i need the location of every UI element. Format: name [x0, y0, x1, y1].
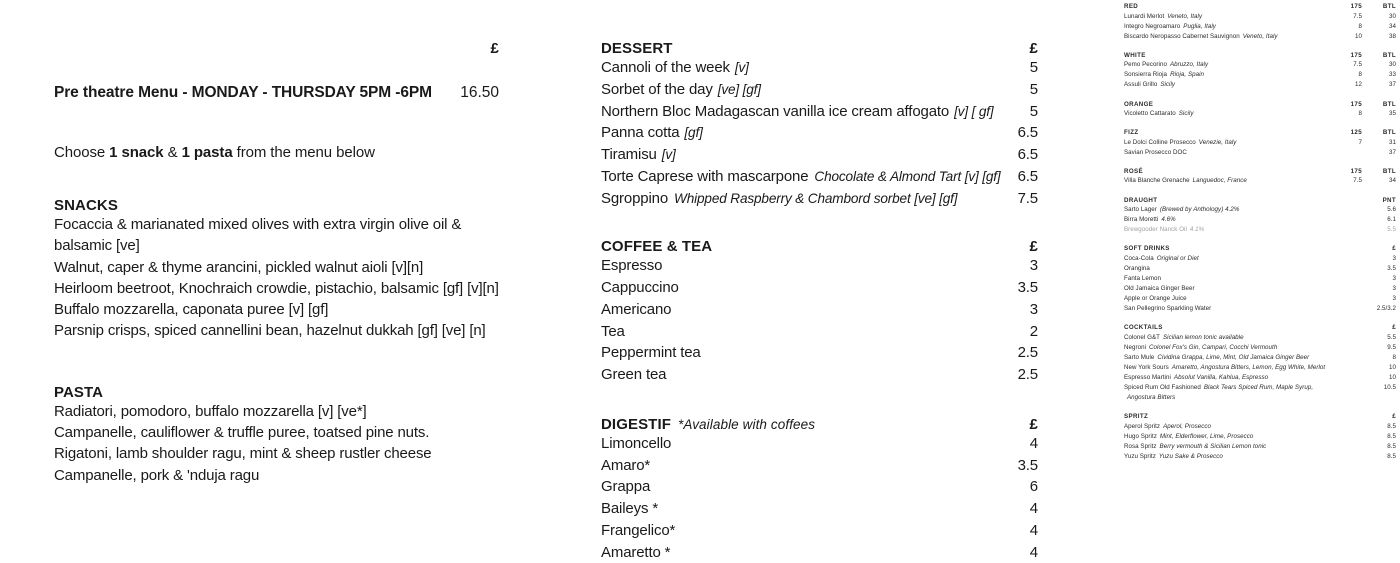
- pasta-item: Campanelle, cauliflower & truffle puree, toatsed pine nuts.: [54, 422, 499, 443]
- drinks-item-price-bottle: 37: [1362, 148, 1396, 158]
- drinks-item-description: Yuzu Sake & Prosecco: [1159, 453, 1223, 460]
- drinks-item-name: Rosa Spritz Berry vermouth & Sicilian Lemon tonic: [1124, 442, 1334, 452]
- digestif-item-price: 4: [1030, 433, 1038, 455]
- drinks-item-price-glass: 10: [1334, 32, 1362, 42]
- coffee-tea-currency: £: [1030, 238, 1038, 255]
- digestif-item: [601, 476, 1038, 498]
- coffee-tea-item-name: Espresso: [601, 255, 674, 277]
- dessert-item: [601, 166, 1038, 188]
- snacks-heading: SNACKS: [54, 197, 499, 214]
- drinks-section-title: ORANGE: [1124, 100, 1334, 110]
- drinks-item-name: Birra Moretti 4.6%: [1124, 215, 1334, 225]
- drinks-section-heading: [1124, 128, 1396, 138]
- drinks-item-description: Rioja, Spain: [1170, 71, 1204, 78]
- choose-suffix: from the menu below: [233, 144, 375, 161]
- digestif-item-price: 4: [1030, 520, 1038, 542]
- drinks-item: [1124, 442, 1396, 452]
- dessert-item-price: 5: [1030, 101, 1038, 123]
- drinks-section-heading: [1124, 51, 1396, 61]
- digestif-item-name: Baileys *: [601, 498, 670, 520]
- drinks-item: [1124, 12, 1396, 22]
- drinks-item: [1124, 294, 1396, 304]
- drinks-item-name: Old Jamaica Ginger Beer: [1124, 284, 1334, 294]
- coffee-tea-heading-row: [601, 238, 1038, 255]
- drinks-item-price-glass: 8: [1334, 109, 1362, 119]
- dessert-item-price: 5: [1030, 79, 1038, 101]
- pre-theatre-currency-row: [54, 40, 499, 60]
- drinks-col2-header: BTL: [1362, 51, 1396, 61]
- drinks-item: [1124, 422, 1396, 432]
- drinks-item-price-bottle: 3: [1362, 284, 1396, 294]
- drinks-item-price-bottle: 33: [1362, 70, 1396, 80]
- drinks-item-description: Colonel Fox's Gin, Campari, Cocchi Vermouth: [1149, 344, 1277, 351]
- drinks-item-description: Venezie, Italy: [1199, 139, 1237, 146]
- dessert-item: [601, 57, 1038, 79]
- drinks-item-price-bottle: 34: [1362, 176, 1396, 186]
- coffee-tea-list: [601, 255, 1038, 386]
- drinks-item-price-bottle: 30: [1362, 60, 1396, 70]
- digestif-currency: £: [1030, 416, 1038, 433]
- drinks-item-description: Original or Diet: [1157, 255, 1199, 262]
- drinks-item-name: Integro Negroamaro Puglia, Italy: [1124, 22, 1334, 32]
- drinks-col2-header: £: [1362, 412, 1396, 422]
- drinks-item: [1124, 205, 1396, 215]
- drinks-item-price-bottle: 8.5: [1362, 442, 1396, 452]
- drinks-item-price-glass: [1334, 254, 1362, 264]
- drinks-item-name: San Pellegrino Sparkling Water: [1124, 304, 1334, 314]
- drinks-item-description: Berry vermouth & Sicilian Lemon tonic: [1160, 443, 1267, 450]
- drinks-item: [1124, 148, 1396, 158]
- drinks-item-price-glass: [1334, 333, 1362, 343]
- coffee-tea-item-price: 2: [1030, 321, 1038, 343]
- coffee-tea-item-name: Green tea: [601, 364, 678, 386]
- digestif-heading: DIGESTIF: [601, 416, 671, 433]
- drinks-item-price-bottle: 3: [1362, 254, 1396, 264]
- drinks-item-price-bottle: 3: [1362, 294, 1396, 304]
- dessert-item-tag: [v] [ gf]: [954, 104, 993, 119]
- drinks-item-price-bottle: 37: [1362, 80, 1396, 90]
- dessert-item-price: 6.5: [1018, 144, 1038, 166]
- drinks-item-price-bottle: 5.5: [1362, 225, 1396, 235]
- drinks-item-price-bottle: 5.5: [1362, 333, 1396, 343]
- drinks-item-price-glass: [1334, 284, 1362, 294]
- dessert-drinks-column: [601, 40, 1038, 563]
- drinks-item-price-bottle: 8.5: [1362, 432, 1396, 442]
- drinks-item-price-bottle: 38: [1362, 32, 1396, 42]
- drinks-item-description: Veneto, Italy: [1167, 13, 1202, 20]
- coffee-tea-item-name: Tea: [601, 321, 637, 343]
- drinks-section-heading: [1124, 100, 1396, 110]
- drinks-item-price-bottle: 30: [1362, 12, 1396, 22]
- drinks-item: [1124, 353, 1396, 363]
- dessert-item-name: Cannoli of the week [v]: [601, 57, 761, 79]
- pre-theatre-price: 16.50: [460, 84, 499, 102]
- drinks-item-description: Angostura Bitters: [1127, 394, 1175, 401]
- coffee-tea-item: [601, 277, 1038, 299]
- digestif-item-price: 6: [1030, 476, 1038, 498]
- drinks-item-price-glass: [1334, 294, 1362, 304]
- drinks-item: [1124, 70, 1396, 80]
- digestif-item: [601, 520, 1038, 542]
- drinks-item-description: Sicilian lemon tonic available: [1163, 334, 1244, 341]
- coffee-tea-item: [601, 255, 1038, 277]
- drinks-col2-header: PNT: [1362, 196, 1396, 206]
- drinks-item-price-bottle: 3.5: [1362, 264, 1396, 274]
- digestif-heading-row: [601, 416, 1038, 433]
- drinks-col1-header: 175: [1334, 167, 1362, 177]
- dessert-item-price: 6.5: [1018, 166, 1038, 188]
- drinks-item: [1124, 215, 1396, 225]
- dessert-item-tag: [v]: [662, 147, 676, 162]
- drinks-item: [1124, 393, 1396, 403]
- drinks-col1-header: 125: [1334, 128, 1362, 138]
- coffee-tea-heading: COFFEE & TEA: [601, 238, 712, 255]
- dessert-heading: DESSERT: [601, 40, 673, 57]
- digestif-item: [601, 433, 1038, 455]
- drinks-item-price-glass: 7.5: [1334, 176, 1362, 186]
- snack-item: Focaccia & marianated mixed olives with extra virgin olive oil &: [54, 214, 499, 235]
- drinks-item: [1124, 109, 1396, 119]
- pre-theatre-title: Pre theatre Menu - MONDAY - THURSDAY 5PM -6PM: [54, 84, 460, 102]
- choose-instruction: [54, 144, 499, 161]
- drinks-item-name: Assuli Grillo Sicily: [1124, 80, 1334, 90]
- drinks-item-name: Apple or Orange Juice: [1124, 294, 1334, 304]
- drinks-section-heading: [1124, 412, 1396, 422]
- dessert-item-name: Sgroppino Whipped Raspberry & Chambord sorbet [ve] [gf]: [601, 188, 969, 210]
- drinks-item-price-glass: [1334, 343, 1362, 353]
- drinks-item: [1124, 254, 1396, 264]
- drinks-item: [1124, 225, 1396, 235]
- drinks-item-description: Absolut Vanilla, Kahlua, Espresso: [1174, 374, 1268, 381]
- dessert-item-name: Tiramisu [v]: [601, 144, 688, 166]
- drinks-item-price-bottle: 8: [1362, 353, 1396, 363]
- drinks-item: [1124, 333, 1396, 343]
- digestif-list: [601, 433, 1038, 563]
- drinks-item-price-bottle: 8.5: [1362, 452, 1396, 462]
- drinks-item-name: Vicoletto Cattarato Sicily: [1124, 109, 1334, 119]
- drinks-item-description: Sicily: [1160, 81, 1175, 88]
- drinks-item-price-glass: [1334, 274, 1362, 284]
- dessert-item: [601, 101, 1038, 123]
- drinks-col2-header: £: [1362, 244, 1396, 254]
- drinks-item-price-glass: [1334, 148, 1362, 158]
- drinks-col1-header: [1334, 412, 1362, 422]
- drinks-item-price-glass: [1334, 205, 1362, 215]
- digestif-heading-wrap: [601, 416, 815, 433]
- drinks-col1-header: 175: [1334, 100, 1362, 110]
- dessert-item-price: 7.5: [1018, 188, 1038, 210]
- drinks-item-name: Yuzu Spritz Yuzu Sake & Prosecco: [1124, 452, 1334, 462]
- digestif-item-name: Frangelico*: [601, 520, 687, 542]
- drinks-item-description: Cividina Grappa, Lime, Mint, Old Jamaica Ginger Beer: [1157, 354, 1309, 361]
- drinks-item: [1124, 452, 1396, 462]
- dessert-heading-row: [601, 40, 1038, 57]
- snack-item: Heirloom beetroot, Knochraich crowdie, pistachio, balsamic [gf] [v][n]: [54, 278, 499, 299]
- coffee-tea-item: [601, 364, 1038, 386]
- choose-snack-count: 1 snack: [109, 144, 163, 161]
- drinks-section-heading: [1124, 2, 1396, 12]
- drinks-item-price-bottle: 9.5: [1362, 343, 1396, 353]
- drinks-item-name: Pemo Pecorino Abruzzo, Italy: [1124, 60, 1334, 70]
- drinks-item: [1124, 176, 1396, 186]
- drinks-column: [1124, 2, 1396, 462]
- drinks-item-price-glass: 7.5: [1334, 60, 1362, 70]
- coffee-tea-item-price: 3.5: [1018, 277, 1038, 299]
- drinks-item-price-bottle: 35: [1362, 109, 1396, 119]
- drinks-item-name: Negroni Colonel Fox's Gin, Campari, Cocchi Vermouth: [1124, 343, 1334, 353]
- drinks-col2-header: BTL: [1362, 128, 1396, 138]
- drinks-item-price-bottle: 6.1: [1362, 215, 1396, 225]
- pasta-list: [54, 401, 499, 486]
- coffee-tea-item: [601, 299, 1038, 321]
- drinks-item-price-glass: 12: [1334, 80, 1362, 90]
- drinks-item-name: Biscardo Neropasso Cabernet Sauvignon Veneto, Italy: [1124, 32, 1334, 42]
- drinks-item-name: Espresso Martini Absolut Vanilla, Kahlua, Espresso: [1124, 373, 1334, 383]
- drinks-item-price-glass: [1334, 422, 1362, 432]
- dessert-item-price: 6.5: [1018, 122, 1038, 144]
- drinks-item-price-bottle: 10.5: [1362, 383, 1396, 393]
- dessert-item: [601, 79, 1038, 101]
- pasta-item: Radiatori, pomodoro, buffalo mozzarella [v] [ve*]: [54, 401, 499, 422]
- drinks-item-name: Lunardi Merlot Veneto, Italy: [1124, 12, 1334, 22]
- dessert-item-price: 5: [1030, 57, 1038, 79]
- drinks-item-name: Hugo Spritz Mint, Elderflower, Lime, Prosecco: [1124, 432, 1334, 442]
- drinks-section-title: COCKTAILS: [1124, 323, 1334, 333]
- drinks-item-name: Coca-Cola Original or Diet: [1124, 254, 1334, 264]
- drinks-item-price-glass: [1334, 432, 1362, 442]
- dessert-item: [601, 144, 1038, 166]
- drinks-item-description: Sicily: [1179, 110, 1194, 117]
- dessert-list: [601, 57, 1038, 209]
- drinks-item-description: Aperol, Prosecco: [1163, 423, 1211, 430]
- drinks-item-price-glass: [1334, 452, 1362, 462]
- coffee-tea-item-price: 3: [1030, 299, 1038, 321]
- drinks-section-title: DRAUGHT: [1124, 196, 1334, 206]
- drinks-item: [1124, 32, 1396, 42]
- currency-symbol: £: [490, 40, 499, 57]
- drinks-item: [1124, 138, 1396, 148]
- drinks-item-price-glass: [1334, 393, 1362, 403]
- digestif-item-price: 4: [1030, 542, 1038, 563]
- drinks-item: [1124, 432, 1396, 442]
- drinks-item-price-glass: [1334, 304, 1362, 314]
- snack-item: Buffalo mozzarella, caponata puree [v] [gf]: [54, 299, 499, 320]
- digestif-item: [601, 498, 1038, 520]
- coffee-tea-item: [601, 321, 1038, 343]
- drinks-item-price-bottle: 2.5/3.2: [1362, 304, 1396, 314]
- dessert-item: [601, 122, 1038, 144]
- drinks-item: [1124, 383, 1396, 393]
- drinks-item-price-glass: [1334, 225, 1362, 235]
- drinks-item-description: 4.1%: [1190, 226, 1204, 233]
- drinks-item: [1124, 264, 1396, 274]
- dessert-item-name: Sorbet of the day [ve] [gf]: [601, 79, 773, 101]
- drinks-item-name: Sonsierra Rioja Rioja, Spain: [1124, 70, 1334, 80]
- drinks-item-description: 4.6%: [1161, 216, 1175, 223]
- drinks-col1-header: 175: [1334, 51, 1362, 61]
- drinks-col2-header: £: [1362, 323, 1396, 333]
- drinks-col1-header: [1334, 323, 1362, 333]
- drinks-item: [1124, 363, 1396, 373]
- dessert-item-name: Panna cotta [gf]: [601, 122, 715, 144]
- coffee-tea-item-price: 2.5: [1018, 364, 1038, 386]
- drinks-item-price-glass: [1334, 353, 1362, 363]
- drinks-item-name: Orangina: [1124, 264, 1334, 274]
- dessert-currency: £: [1030, 40, 1038, 57]
- drinks-section-title: RED: [1124, 2, 1334, 12]
- digestif-item-name: Amaretto *: [601, 542, 682, 563]
- drinks-item-price-bottle: 8.5: [1362, 422, 1396, 432]
- choose-prefix: Choose: [54, 144, 109, 161]
- drinks-item-description: Veneto, Italy: [1243, 33, 1278, 40]
- drinks-item: [1124, 304, 1396, 314]
- drinks-section-title: SOFT DRINKS: [1124, 244, 1334, 254]
- drinks-item-name: Villa Blanche Grenache Languedoc, France: [1124, 176, 1334, 186]
- drinks-section-heading: [1124, 323, 1396, 333]
- pre-theatre-heading-row: [54, 84, 499, 102]
- drinks-item-price-glass: [1334, 373, 1362, 383]
- drinks-item-description: Abruzzo, Italy: [1170, 61, 1208, 68]
- drinks-col1-header: 175: [1334, 2, 1362, 12]
- coffee-tea-item-name: Americano: [601, 299, 683, 321]
- drinks-item-price-glass: [1334, 442, 1362, 452]
- drinks-item-description: Mint, Elderflower, Lime, Prosecco: [1160, 433, 1253, 440]
- snacks-list: [54, 214, 499, 342]
- drinks-item: [1124, 284, 1396, 294]
- drinks-item-price-bottle: [1362, 393, 1396, 403]
- coffee-tea-item-name: Cappuccino: [601, 277, 691, 299]
- drinks-item: [1124, 274, 1396, 284]
- dessert-item-description: Chocolate & Almond Tart [v] [gf]: [814, 169, 1000, 184]
- dessert-item: [601, 188, 1038, 210]
- digestif-item-name: Grappa: [601, 476, 662, 498]
- drinks-item-name: Sarto Mule Cividina Grappa, Lime, Mint, Old Jamaica Ginger Beer: [1124, 353, 1334, 363]
- pasta-item: Rigatoni, lamb shoulder ragu, mint & sheep rustler cheese: [54, 443, 499, 464]
- drinks-item-name: Colonel G&T Sicilian lemon tonic available: [1124, 333, 1334, 343]
- drinks-item-price-bottle: 31: [1362, 138, 1396, 148]
- digestif-item-price: 3.5: [1018, 455, 1038, 477]
- drinks-item-name: [1124, 393, 1334, 403]
- drinks-item-price-glass: 7: [1334, 138, 1362, 148]
- drinks-item-price-bottle: 10: [1362, 363, 1396, 373]
- pasta-heading: PASTA: [54, 384, 499, 401]
- coffee-tea-item-price: 2.5: [1018, 342, 1038, 364]
- dessert-item-tag: [ve] [gf]: [718, 82, 761, 97]
- drinks-col2-header: BTL: [1362, 167, 1396, 177]
- drinks-item: [1124, 343, 1396, 353]
- drinks-item-name: Sarto Lager (Brewed by Anthology) 4.2%: [1124, 205, 1334, 215]
- drinks-item-name: New York Sours Amaretto, Angostura Bitters, Lemon, Egg White, Merlot: [1124, 363, 1334, 373]
- snack-item: Parsnip crisps, spiced cannellini bean, hazelnut dukkah [gf] [ve] [n]: [54, 320, 499, 341]
- drinks-item-description: Amaretto, Angostura Bitters, Lemon, Egg White, Merlot: [1172, 364, 1325, 371]
- drinks-item-price-bottle: 10: [1362, 373, 1396, 383]
- drinks-col1-header: [1334, 196, 1362, 206]
- drinks-item-name: Le Dolci Colline Prosecco Venezie, Italy: [1124, 138, 1334, 148]
- drinks-item-price-glass: 7.5: [1334, 12, 1362, 22]
- drinks-item-price-glass: [1334, 215, 1362, 225]
- drinks-item-price-glass: [1334, 363, 1362, 373]
- coffee-tea-item-name: Peppermint tea: [601, 342, 713, 364]
- drinks-section-title: ROSÉ: [1124, 167, 1334, 177]
- drinks-section-title: WHITE: [1124, 51, 1334, 61]
- drinks-item-price-bottle: 3: [1362, 274, 1396, 284]
- drinks-col2-header: BTL: [1362, 100, 1396, 110]
- drinks-col2-header: BTL: [1362, 2, 1396, 12]
- drinks-item: [1124, 60, 1396, 70]
- dessert-item-tag: [gf]: [684, 125, 702, 140]
- drinks-item-description: (Brewed by Anthology) 4.2%: [1160, 206, 1240, 213]
- digestif-note: *Available with coffees: [678, 417, 815, 432]
- drinks-section-title: FIZZ: [1124, 128, 1334, 138]
- dessert-item-tag: [v]: [735, 60, 749, 75]
- drinks-item-price-glass: [1334, 383, 1362, 393]
- drinks-item-name: Aperol Spritz Aperol, Prosecco: [1124, 422, 1334, 432]
- digestif-item-name: Limoncello: [601, 433, 683, 455]
- drinks-item-price-bottle: 5.6: [1362, 205, 1396, 215]
- digestif-item: [601, 542, 1038, 563]
- drinks-item-name: Spiced Rum Old Fashioned Black Tears Spiced Rum, Maple Syrup,: [1124, 383, 1334, 393]
- drinks-item-description: Black Tears Spiced Rum, Maple Syrup,: [1204, 384, 1313, 391]
- pasta-item: Campanelle, pork & 'nduja ragu: [54, 465, 499, 486]
- digestif-item: [601, 455, 1038, 477]
- drinks-item: [1124, 373, 1396, 383]
- drinks-item-name: Savian Prosecco DOC: [1124, 148, 1334, 158]
- drinks-item-price-glass: 8: [1334, 70, 1362, 80]
- snack-item: Walnut, caper & thyme arancini, pickled walnut aioli [v][n]: [54, 257, 499, 278]
- drinks-item-description: Puglia, Italy: [1183, 23, 1216, 30]
- drinks-item-name: Brewgooder Nanck Oil 4.1%: [1124, 225, 1334, 235]
- dessert-item-name: Northern Bloc Madagascan vanilla ice cream affogato [v] [ gf]: [601, 101, 1006, 123]
- dessert-item-description: Whipped Raspberry & Chambord sorbet [ve] [gf]: [674, 191, 957, 206]
- drinks-item: [1124, 22, 1396, 32]
- drinks-col1-header: [1334, 244, 1362, 254]
- digestif-item-name: Amaro*: [601, 455, 662, 477]
- choose-mid: &: [164, 144, 182, 161]
- drinks-item-price-glass: 8: [1334, 22, 1362, 32]
- drinks-section-heading: [1124, 167, 1396, 177]
- drinks-item-description: Languedoc, France: [1193, 177, 1247, 184]
- digestif-item-price: 4: [1030, 498, 1038, 520]
- coffee-tea-item-price: 3: [1030, 255, 1038, 277]
- drinks-item-price-bottle: 34: [1362, 22, 1396, 32]
- drinks-item-price-glass: [1334, 264, 1362, 274]
- coffee-tea-item: [601, 342, 1038, 364]
- pre-theatre-column: [54, 40, 499, 486]
- drinks-item: [1124, 80, 1396, 90]
- choose-pasta-count: 1 pasta: [182, 144, 233, 161]
- drinks-section-heading: [1124, 196, 1396, 206]
- drinks-item-name: Fanta Lemon: [1124, 274, 1334, 284]
- snack-item: balsamic [ve]: [54, 235, 499, 256]
- dessert-item-name: Torte Caprese with mascarpone Chocolate & Almond Tart [v] [gf]: [601, 166, 1013, 188]
- drinks-section-heading: [1124, 244, 1396, 254]
- drinks-section-title: SPRITZ: [1124, 412, 1334, 422]
